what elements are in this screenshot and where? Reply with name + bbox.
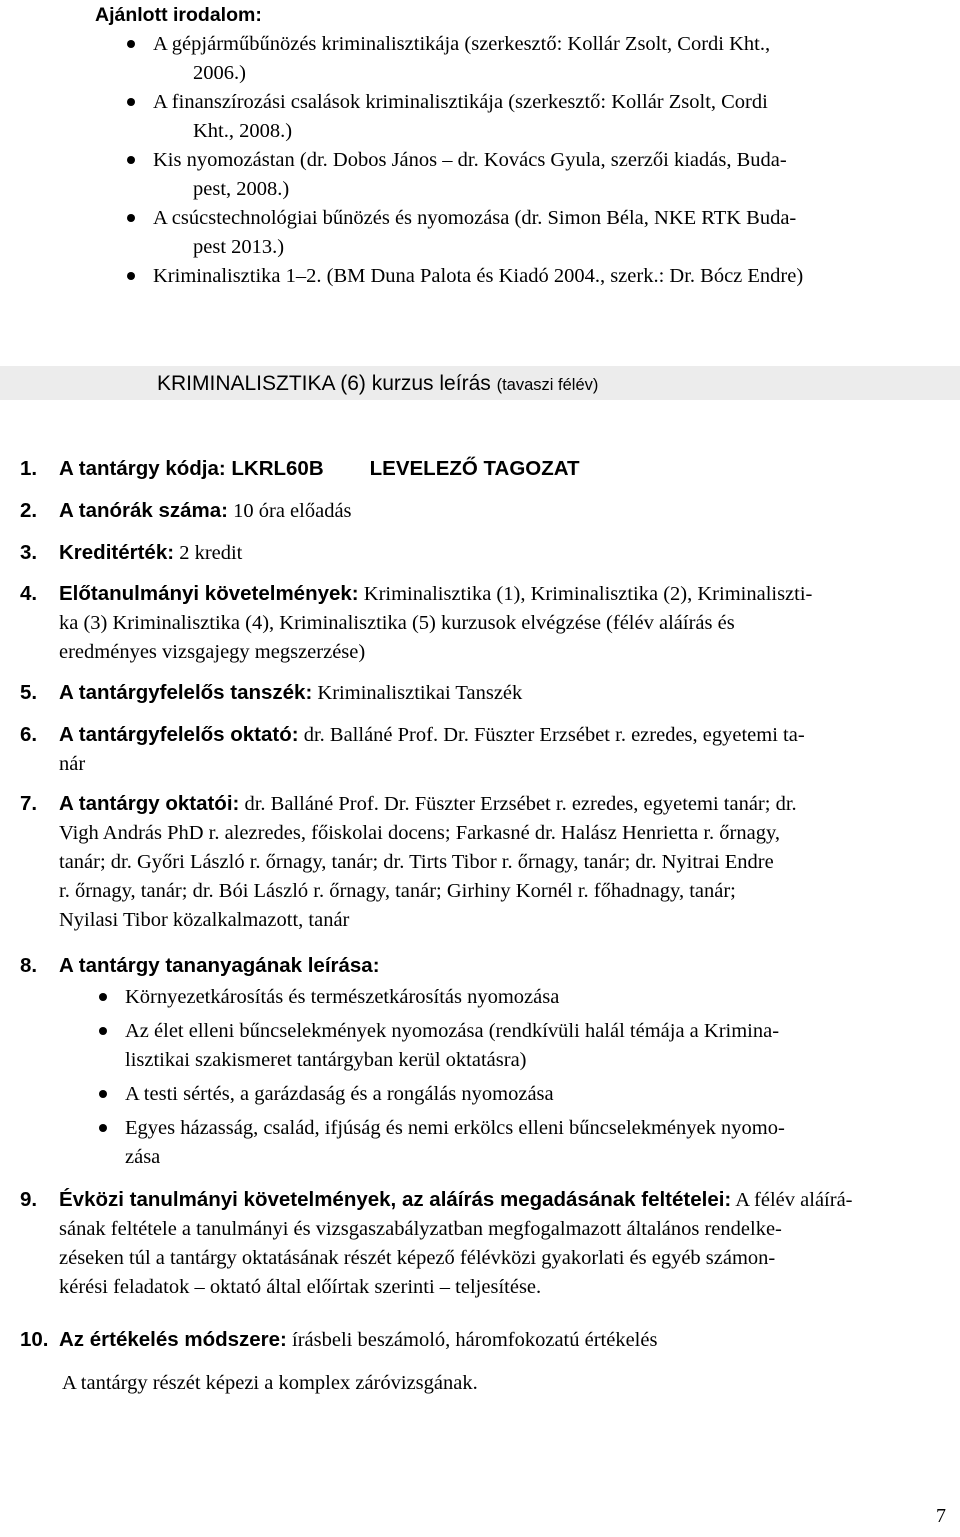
- section-10: 10. Az értékelés módszere: írásbeli beszámoló, háromfokozatú értékelés: [20, 1328, 658, 1351]
- page-number: 7: [936, 1505, 946, 1527]
- list-item: A testi sértés, a garázdaság és a rongálás nyomozása: [125, 1080, 960, 1109]
- syllabus-list: [125, 983, 960, 1172]
- bullet-icon: [99, 993, 107, 1001]
- section-1: 1. A tantárgy kódja: LKRL60B LEVELEZŐ TAGOZAT: [20, 457, 580, 480]
- bullet-icon: [127, 214, 135, 222]
- list-item: A gépjárműbűnözés kriminalisztikája (szerkesztő: Kollár Zsolt, Cordi Kht., 2006.): [153, 30, 955, 88]
- list-item: Az élet elleni bűncselekmények nyomozása (rendkívüli halál témája a Krimina- lisztikai szakismeret tantárgyban kerül oktatásra): [125, 1017, 960, 1075]
- recommended-heading: Ajánlott irodalom:: [95, 4, 262, 26]
- section-5: 5. A tantárgyfelelős tanszék: Kriminalisztikai Tanszék: [20, 681, 523, 704]
- bullet-icon: [127, 272, 135, 280]
- section-6: 6. A tantárgyfelelős oktató: dr. Balláné Prof. Dr. Füszter Erzsébet r. ezredes, egyetemi ta- nár: [20, 723, 805, 775]
- list-item: Egyes házasság, család, ifjúság és nemi erkölcs elleni bűncselekmények nyomo- zása: [125, 1114, 960, 1172]
- list-item: A finanszírozási csalások kriminalisztikája (szerkesztő: Kollár Zsolt, Cordi Kht., 2008.): [153, 88, 955, 146]
- bullet-icon: [127, 98, 135, 106]
- closing-note: A tantárgy részét képezi a komplex záróvizsgának.: [62, 1372, 478, 1394]
- section-4: 4. Előtanulmányi követelmények: Kriminalisztika (1), Kriminalisztika (2), Kriminaliszti- ka (3) Kriminalisztika (4), Kriminalisztika (5) kurzusok elvégzése (félév aláírás és eredményes vizsgajegy megszerzése): [20, 582, 813, 663]
- list-item: Kis nyomozástan (dr. Dobos János – dr. Kovács Gyula, szerzői kiadás, Buda- pest, 2008.): [153, 146, 955, 204]
- bullet-icon: [99, 1027, 107, 1035]
- list-item: A csúcstechnológiai bűnözés és nyomozása (dr. Simon Béla, NKE RTK Buda- pest 2013.): [153, 204, 955, 262]
- section-7: 7. A tantárgy oktatói: dr. Balláné Prof. Dr. Füszter Erzsébet r. ezredes, egyetemi tanár; dr. Vigh András PhD r. alezredes, főiskolai docens; Farkasné dr. Halász Henrietta r. őrnagy, tanár; dr. Győri László r. őrnagy, tanár; dr. Tirts Tibor r. őrnagy, tanár; dr. Nyitrai Endre r. őrnagy, tanár; dr. Bói László r. őrnagy, tanár; Girhiny Kornél r. főhadnagy, tanár; Nyilasi Tibor közalkalmazott, tanár: [20, 792, 797, 931]
- recommended-list: [153, 30, 955, 291]
- list-item: Kriminalisztika 1–2. (BM Duna Palota és Kiadó 2004., szerk.: Dr. Bócz Endre): [153, 262, 955, 291]
- section-2: 2. A tanórák száma: 10 óra előadás: [20, 499, 352, 522]
- section-3: 3. Kreditérték: 2 kredit: [20, 541, 243, 564]
- bullet-icon: [127, 156, 135, 164]
- study-mode-label: LEVELEZŐ TAGOZAT: [369, 457, 580, 480]
- bullet-icon: [99, 1124, 107, 1132]
- bullet-icon: [99, 1090, 107, 1098]
- list-item: Környezetkárosítás és természetkárosítás nyomozása: [125, 983, 960, 1012]
- recommended-literature: [95, 0, 955, 291]
- section-9: 9. Évközi tanulmányi követelmények, az aláírás megadásának feltételei: A félév aláírá- sának feltétele a tanulmányi és vizsgaszabályzatban megfogalmazott általános rendelke- zéseken túl a tantárgy oktatásának részét képező félévközi gyakorlati és egyéb számon- kérési feladatok – oktató által előírtak szerinti – teljesítése.: [20, 1188, 853, 1298]
- section-8: 8. A tantárgy tananyagának leírása: Környezetkárosítás és természetkárosítás nyomozása Az élet elleni bűncselekmények nyomozása (rendkívüli halál témája a Krimina- lisztikai szakismeret tantárgyban kerül oktatásra) A testi sértés, a garázdaság és a rongálás nyomozása Egyes házasság, család, ifjúság és nemi erkölcs elleni bűncselekmények nyomo- zása: [20, 951, 960, 1172]
- bullet-icon: [127, 40, 135, 48]
- course-title: KRIMINALISZTIKA (6) kurzus leírás (tavaszi félév): [157, 372, 599, 395]
